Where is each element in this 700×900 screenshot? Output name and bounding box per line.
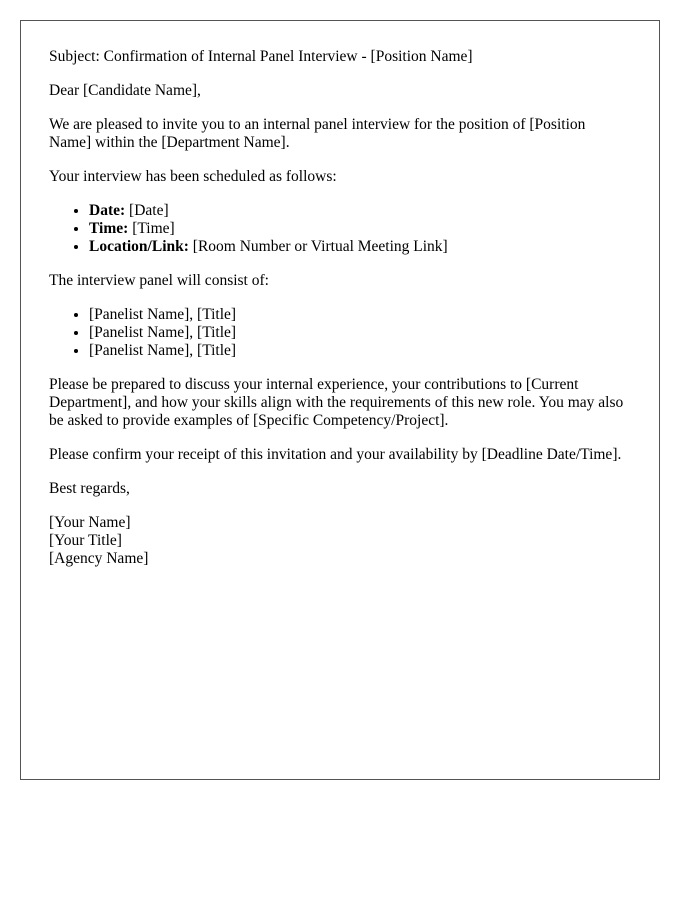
letter-intro: We are pleased to invite you to an internal panel interview for the position of [Position Name] within the [Department Name]. <box>49 116 586 151</box>
schedule-item-date <box>89 202 631 220</box>
signature-block <box>49 514 631 568</box>
schedule-label: Location/Link: <box>89 238 189 255</box>
schedule-item-time <box>89 220 631 238</box>
panelist-item: • [Panelist Name], [Title] <box>89 342 631 360</box>
schedule-value: [Date] <box>125 202 169 219</box>
schedule-item-location <box>89 238 631 256</box>
letter-subject: Subject: Confirmation of Internal Panel Interview - [Position Name] <box>49 48 473 65</box>
letter-greeting: Dear [Candidate Name], <box>49 82 201 99</box>
confirmation-paragraph: Please confirm your receipt of this invitation and your availability by [Deadline Date/Time]. <box>49 446 622 463</box>
preparation-paragraph: Please be prepared to discuss your internal experience, your contributions to [Current Department], and how your skills align with the requirements of this new role. You may also be asked to provide examples of [Specific Competency/Project]. <box>49 376 624 429</box>
schedule-label: Time: <box>89 220 129 237</box>
signature-agency: [Agency Name] <box>49 550 149 567</box>
schedule-label: Date: <box>89 202 126 219</box>
panel-intro: The interview panel will consist of: <box>49 272 269 289</box>
schedule-intro: Your interview has been scheduled as follows: <box>49 168 337 185</box>
panelist-item: • [Panelist Name], [Title] <box>89 324 631 342</box>
schedule-value: [Time] <box>128 220 175 237</box>
schedule-value: [Room Number or Virtual Meeting Link] <box>188 238 448 255</box>
schedule-list <box>49 202 631 256</box>
panelist-list <box>49 306 631 360</box>
signature-name: [Your Name] <box>49 514 131 531</box>
letter-page <box>20 20 660 780</box>
signature-title: [Your Title] <box>49 532 122 549</box>
panelist-item: • [Panelist Name], [Title] <box>89 306 631 324</box>
closing: Best regards, <box>49 480 130 497</box>
